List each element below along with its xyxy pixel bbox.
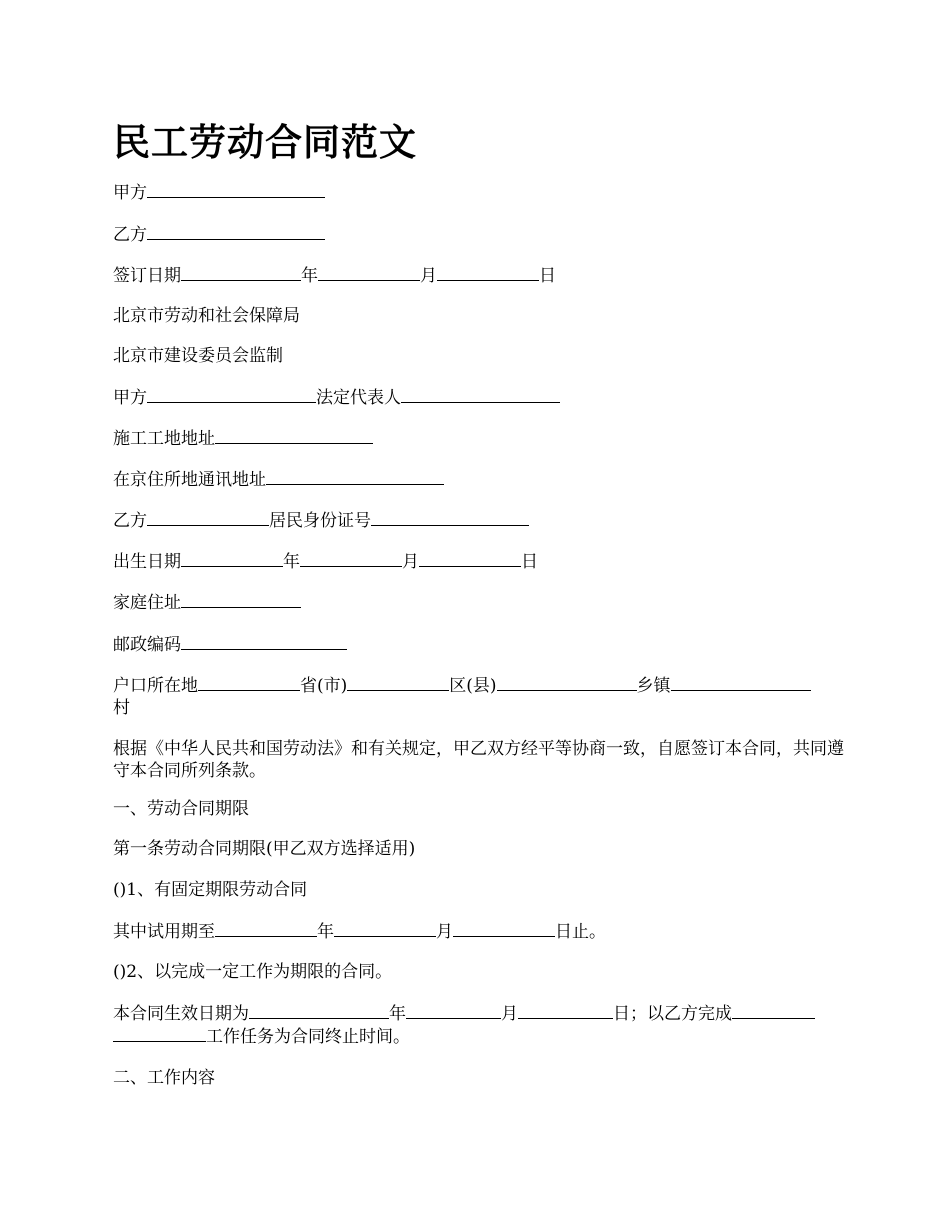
day-label: 日 [539,266,556,286]
beijing-address-blank[interactable] [266,468,444,485]
probation-line [113,920,606,943]
hukou-label: 户口所在地 [113,676,198,696]
probation-day-blank[interactable] [453,920,555,937]
birth-month-blank[interactable] [300,550,402,567]
probation-month-blank[interactable] [334,920,436,937]
probation-year-blank[interactable] [215,920,317,937]
task-blank-2[interactable] [113,1025,206,1042]
option-2: ()2、以完成一定工作为期限的合同。 [113,962,393,982]
party-a-name-blank[interactable] [147,386,316,403]
effective-month-label: 月 [501,1004,518,1024]
party-b-label: 乙方 [113,225,147,245]
probation-end-label: 日止。 [555,922,606,942]
party-a-label: 甲方 [113,183,147,203]
postal-code-label: 邮政编码 [113,635,181,655]
legal-rep-blank[interactable] [401,386,560,403]
township-label: 乡镇 [636,676,671,696]
village-line: 村 [113,698,130,718]
section-2-heading: 二、工作内容 [113,1068,215,1088]
effective-year-label: 年 [389,1004,406,1024]
party-a-line [113,181,325,204]
township-blank[interactable] [497,674,637,691]
section-1-heading: 一、劳动合同期限 [113,799,249,819]
party-b-label-2: 乙方 [113,511,147,531]
birth-date-label: 出生日期 [113,552,181,572]
birth-date-line [113,550,538,573]
site-address-blank[interactable] [215,427,373,444]
id-number-label: 居民身份证号 [269,511,371,531]
id-number-blank[interactable] [371,509,529,526]
party-a-blank[interactable] [147,181,325,198]
party-b-line [113,223,325,246]
effective-date-line [113,1002,815,1025]
sign-date-line [113,264,556,287]
hukou-line [113,674,811,697]
party-b-id-line [113,509,529,532]
province-label: 省(市) [300,676,348,696]
probation-month-label: 月 [436,922,453,942]
probation-label: 其中试用期至 [113,922,215,942]
home-address-line [113,591,301,614]
effective-day-blank[interactable] [518,1002,613,1019]
completion-label: 日；以乙方完成 [613,1004,732,1024]
year-label: 年 [301,266,318,286]
party-a-label-2: 甲方 [113,388,147,408]
article-1: 第一条劳动合同期限(甲乙双方选择适用) [113,839,416,859]
sign-month-blank[interactable] [318,264,420,281]
month-label: 月 [420,266,437,286]
birth-year-label: 年 [283,552,300,572]
birth-day-label: 日 [521,552,538,572]
sign-day-blank[interactable] [437,264,539,281]
sign-date-label: 签订日期 [113,266,181,286]
termination-line [113,1025,410,1048]
party-a-rep-line [113,386,560,409]
probation-year-label: 年 [317,922,334,942]
village-blank[interactable] [671,674,811,691]
district-label: 区(县) [449,676,497,696]
bureau-line-1: 北京市劳动和社会保障局 [113,306,300,326]
postal-code-line [113,633,347,656]
postal-code-blank[interactable] [181,633,347,650]
bureau-line-2: 北京市建设委员会监制 [113,346,283,366]
sign-year-blank[interactable] [181,264,301,281]
effective-year-blank[interactable] [249,1002,389,1019]
preamble-paragraph: 根据《中华人民共和国劳动法》和有关规定，甲乙双方经平等协商一致，自愿签订本合同，共同遵守本合同所列条款。 [113,739,844,781]
task-blank-1[interactable] [732,1002,815,1019]
effective-month-blank[interactable] [406,1002,501,1019]
party-b-blank[interactable] [147,223,325,240]
termination-label: 工作任务为合同终止时间。 [206,1027,410,1047]
effective-label: 本合同生效日期为 [113,1004,249,1024]
site-address-line [113,427,373,450]
option-1: ()1、有固定期限劳动合同 [113,880,308,900]
birth-year-blank[interactable] [181,550,283,567]
beijing-address-label: 在京住所地通讯地址 [113,470,266,490]
legal-rep-label: 法定代表人 [316,388,401,408]
birth-day-blank[interactable] [419,550,521,567]
district-blank[interactable] [347,674,449,691]
beijing-address-line [113,468,444,491]
document-title: 民工劳动合同范文 [113,121,417,164]
home-address-label: 家庭住址 [113,593,181,613]
site-address-label: 施工工地地址 [113,429,215,449]
province-blank[interactable] [198,674,300,691]
birth-month-label: 月 [402,552,419,572]
home-address-blank[interactable] [181,591,301,608]
party-b-name-blank[interactable] [147,509,269,526]
